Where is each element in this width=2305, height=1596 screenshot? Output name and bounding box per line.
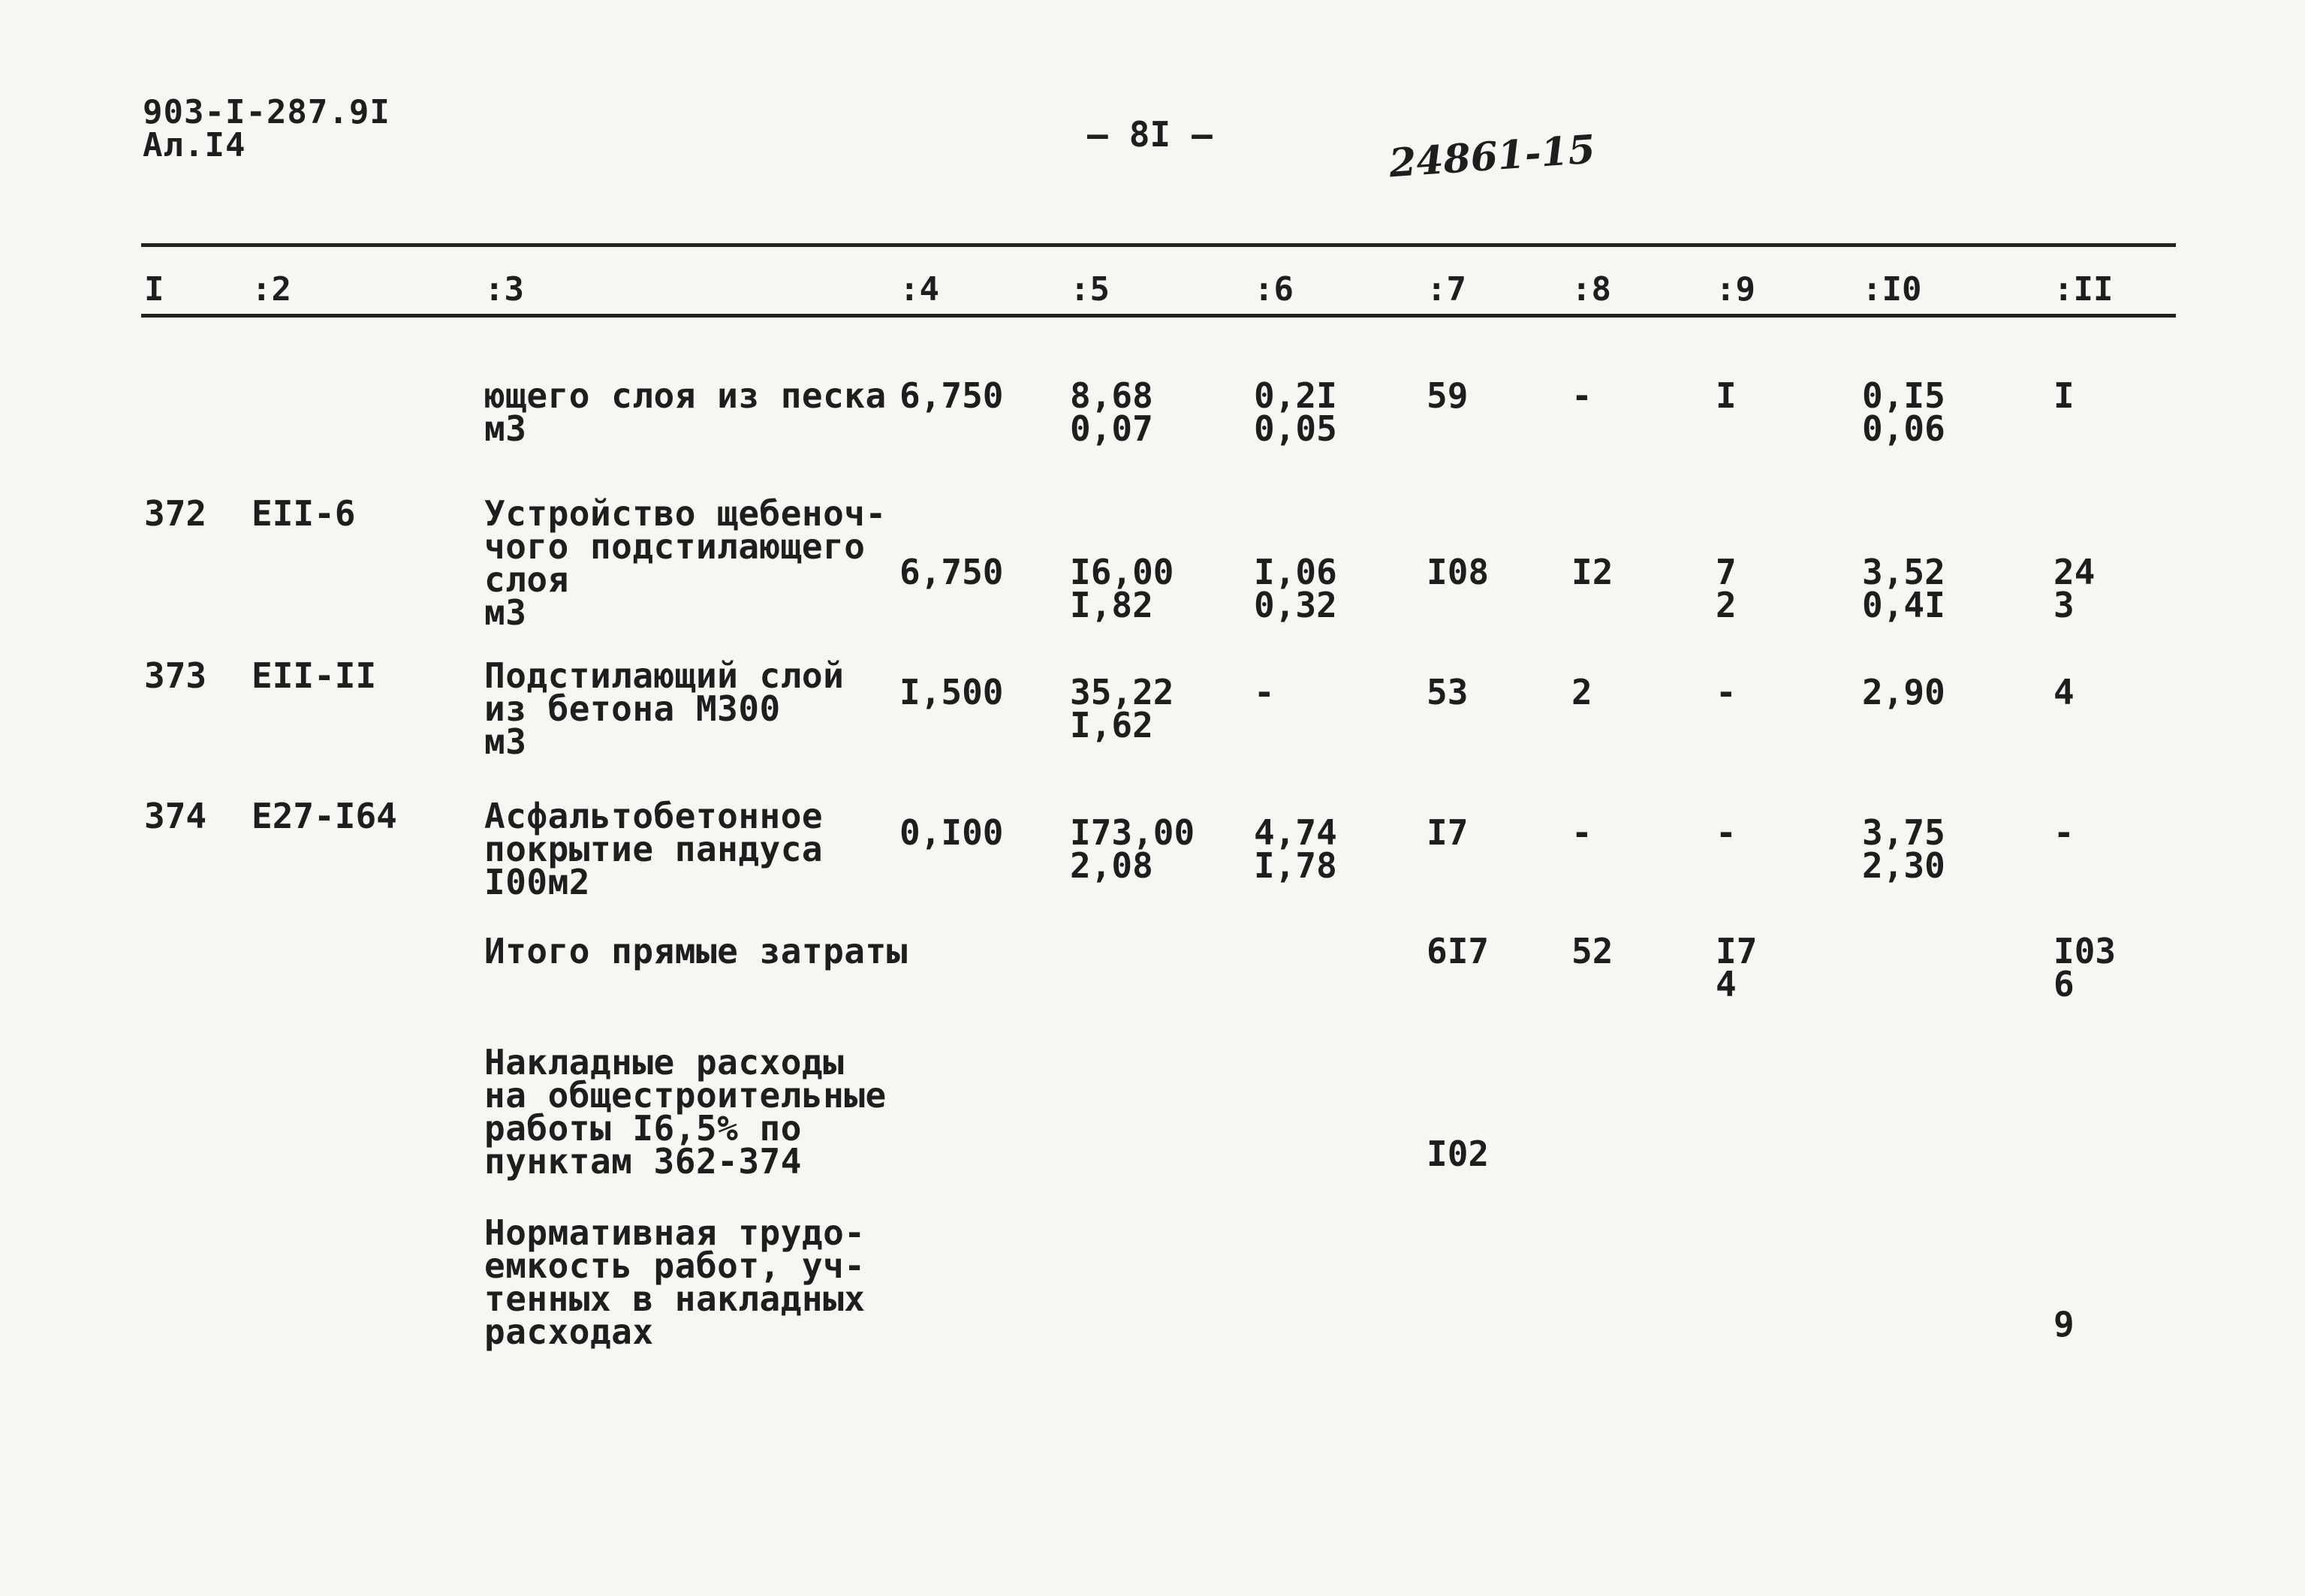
cell-line: E27-I64 bbox=[252, 796, 397, 836]
cell-c11 bbox=[2053, 672, 2074, 712]
cell-line: Асфальтобетонное bbox=[484, 796, 824, 836]
cell-line: м3 bbox=[484, 592, 527, 633]
cell-line: слоя bbox=[484, 559, 569, 600]
cell-line: 0,4I bbox=[1862, 585, 1945, 625]
cell-code bbox=[252, 796, 397, 836]
cell-line: I,82 bbox=[1070, 585, 1153, 625]
cell-c7 bbox=[1427, 552, 1490, 592]
column-header-10: :I0 bbox=[1862, 270, 1922, 309]
cell-line: из бетона М300 bbox=[484, 688, 781, 729]
cell-line: I7 bbox=[1427, 812, 1469, 853]
cell-line: 2,30 bbox=[1862, 845, 1945, 886]
cell-desc bbox=[484, 655, 845, 762]
cell-line: 7 bbox=[1716, 552, 1737, 592]
cell-c5 bbox=[1070, 552, 1174, 625]
cell-line: покрытие пандуса bbox=[484, 829, 824, 869]
cell-c5 bbox=[1070, 812, 1195, 886]
cell-c9 bbox=[1716, 375, 1737, 416]
cell-c11 bbox=[2053, 812, 2074, 853]
cell-line: I,62 bbox=[1070, 705, 1153, 745]
cell-line: 373 bbox=[144, 655, 207, 696]
handwritten-stamp: 24861-15 bbox=[1388, 126, 1597, 187]
cell-line: емкость работ, уч- bbox=[484, 1245, 866, 1286]
document-code-line: 903-I-287.9I bbox=[143, 93, 390, 131]
cell-line: 2,08 bbox=[1070, 845, 1153, 886]
cell-desc bbox=[484, 796, 824, 902]
cell-line: 6I7 bbox=[1427, 931, 1490, 971]
cell-line: 4 bbox=[1716, 964, 1737, 1004]
page-number-value: 8I bbox=[1128, 114, 1171, 155]
cell-c7 bbox=[1427, 1134, 1490, 1174]
document-code bbox=[143, 93, 390, 164]
column-header-11: :II bbox=[2053, 270, 2114, 309]
cell-c10 bbox=[1862, 672, 1945, 712]
cell-no bbox=[144, 655, 207, 696]
cell-c6 bbox=[1254, 672, 1275, 712]
cell-line: Нормативная трудо- bbox=[484, 1212, 866, 1253]
cell-line: I,500 bbox=[899, 672, 1004, 712]
cell-line: 53 bbox=[1427, 672, 1469, 712]
cell-code bbox=[252, 655, 377, 696]
cell-no bbox=[144, 796, 207, 836]
cell-line: 24 bbox=[2053, 552, 2096, 592]
cell-c9 bbox=[1716, 552, 1737, 625]
cell-c10 bbox=[1862, 812, 1945, 886]
cell-c4 bbox=[899, 812, 1004, 853]
cell-line: - bbox=[1716, 672, 1737, 712]
cell-c7 bbox=[1427, 672, 1469, 712]
cell-c4 bbox=[899, 552, 1004, 592]
page-number bbox=[1066, 114, 1234, 155]
column-header-6: :6 bbox=[1254, 270, 1294, 309]
cell-line: ющего слоя из песка bbox=[484, 375, 887, 416]
cell-line: 374 bbox=[144, 796, 207, 836]
cell-desc bbox=[484, 493, 887, 633]
cell-line: 52 bbox=[1571, 931, 1614, 971]
column-header-7: :7 bbox=[1427, 270, 1466, 309]
cell-c4 bbox=[899, 375, 1004, 416]
cell-line: - bbox=[2053, 812, 2074, 853]
cell-line: I7 bbox=[1716, 931, 1758, 971]
cell-line: 35,22 bbox=[1070, 672, 1174, 712]
cell-c5 bbox=[1070, 672, 1174, 745]
cell-line: I bbox=[1716, 375, 1737, 416]
cell-line: 8,68 bbox=[1070, 375, 1153, 416]
cell-line: 59 bbox=[1427, 375, 1469, 416]
cell-line: 0,32 bbox=[1254, 585, 1337, 625]
cell-desc bbox=[484, 1042, 887, 1182]
cell-line: на общестроительные bbox=[484, 1075, 887, 1116]
cell-line: 2 bbox=[1716, 585, 1737, 625]
dash-right: – bbox=[1192, 114, 1213, 155]
cell-line: I2 bbox=[1571, 552, 1614, 592]
cell-line: 0,I00 bbox=[899, 812, 1004, 853]
column-header-5: :5 bbox=[1070, 270, 1110, 309]
cell-c7 bbox=[1427, 375, 1469, 416]
column-header-3: :3 bbox=[484, 270, 524, 309]
cell-line: 2 bbox=[1571, 672, 1592, 712]
cell-line: 6,750 bbox=[899, 552, 1004, 592]
cell-c7 bbox=[1427, 812, 1469, 853]
table-header-rule bbox=[141, 314, 2176, 318]
cell-c8 bbox=[1571, 931, 1614, 971]
cell-c7 bbox=[1427, 931, 1490, 971]
cell-line: 372 bbox=[144, 493, 207, 534]
cell-desc bbox=[484, 931, 908, 971]
cell-line: 3,75 bbox=[1862, 812, 1945, 853]
cell-line: Устройство щебеноч- bbox=[484, 493, 887, 534]
cell-line: 4 bbox=[2053, 672, 2074, 712]
cell-c8 bbox=[1571, 812, 1592, 853]
column-header-4: :4 bbox=[899, 270, 939, 309]
cell-line: I6,00 bbox=[1070, 552, 1174, 592]
cell-line: I00м2 bbox=[484, 862, 590, 902]
cell-line: Итого прямые затраты bbox=[484, 931, 908, 971]
cell-c4 bbox=[899, 672, 1004, 712]
cell-line: 0,07 bbox=[1070, 408, 1153, 449]
cell-line: работы I6,5% по bbox=[484, 1108, 802, 1149]
column-header-8: :8 bbox=[1571, 270, 1611, 309]
cell-line: 0,2I bbox=[1254, 375, 1337, 416]
cell-c10 bbox=[1862, 552, 1945, 625]
cell-line: I bbox=[2053, 375, 2074, 416]
cell-desc bbox=[484, 1212, 866, 1352]
cell-line: I02 bbox=[1427, 1134, 1490, 1174]
cell-c9 bbox=[1716, 672, 1737, 712]
cell-c9 bbox=[1716, 931, 1758, 1004]
column-header-1: I bbox=[144, 270, 164, 309]
cell-line: 4,74 bbox=[1254, 812, 1337, 853]
cell-c8 bbox=[1571, 375, 1592, 416]
cell-line: 0,I5 bbox=[1862, 375, 1945, 416]
cell-line: - bbox=[1254, 672, 1275, 712]
cell-c6 bbox=[1254, 812, 1337, 886]
dash-left: – bbox=[1087, 114, 1108, 155]
cell-line: Подстилающий слой bbox=[484, 655, 845, 696]
cell-line: - bbox=[1571, 375, 1592, 416]
cell-c6 bbox=[1254, 552, 1337, 625]
cell-line: - bbox=[1571, 812, 1592, 853]
cell-line: м3 bbox=[484, 721, 527, 762]
cell-c6 bbox=[1254, 375, 1337, 449]
cell-line: 6 bbox=[2053, 964, 2074, 1004]
cell-c11 bbox=[2053, 931, 2117, 1004]
cell-c11 bbox=[2053, 552, 2096, 625]
cell-line: EII-6 bbox=[252, 493, 356, 534]
cell-line: I,06 bbox=[1254, 552, 1337, 592]
cell-c8 bbox=[1571, 552, 1614, 592]
cell-line: I73,00 bbox=[1070, 812, 1195, 853]
cell-line: Накладные расходы bbox=[484, 1042, 845, 1083]
column-header-2: :2 bbox=[252, 270, 291, 309]
cell-line: I,78 bbox=[1254, 845, 1337, 886]
cell-c10 bbox=[1862, 375, 1945, 449]
cell-line: м3 bbox=[484, 408, 527, 449]
cell-line: пунктам 362-374 bbox=[484, 1141, 802, 1182]
column-header-9: :9 bbox=[1716, 270, 1755, 309]
table-top-rule bbox=[141, 243, 2176, 247]
cell-no bbox=[144, 493, 207, 534]
cell-line: 3,52 bbox=[1862, 552, 1945, 592]
cell-line: тенных в накладных bbox=[484, 1278, 866, 1319]
cell-c8 bbox=[1571, 672, 1592, 712]
cell-code bbox=[252, 493, 356, 534]
cell-line: 9 bbox=[2053, 1304, 2074, 1345]
cell-line: расходах bbox=[484, 1311, 654, 1352]
cell-c11 bbox=[2053, 375, 2074, 416]
sheet-number-line: Ал.I4 bbox=[143, 126, 246, 164]
cell-line: - bbox=[1716, 812, 1737, 853]
cell-line: чого подстилающего bbox=[484, 526, 866, 567]
cell-c11 bbox=[2053, 1304, 2074, 1345]
cell-line: I08 bbox=[1427, 552, 1490, 592]
cell-desc bbox=[484, 375, 887, 449]
cell-line: I03 bbox=[2053, 931, 2117, 971]
cell-c9 bbox=[1716, 812, 1737, 853]
cell-line: 6,750 bbox=[899, 375, 1004, 416]
cell-line: 2,90 bbox=[1862, 672, 1945, 712]
cell-line: 0,05 bbox=[1254, 408, 1337, 449]
cell-line: EII-II bbox=[252, 655, 377, 696]
cell-line: 3 bbox=[2053, 585, 2074, 625]
cell-line: 0,06 bbox=[1862, 408, 1945, 449]
cell-c5 bbox=[1070, 375, 1153, 449]
